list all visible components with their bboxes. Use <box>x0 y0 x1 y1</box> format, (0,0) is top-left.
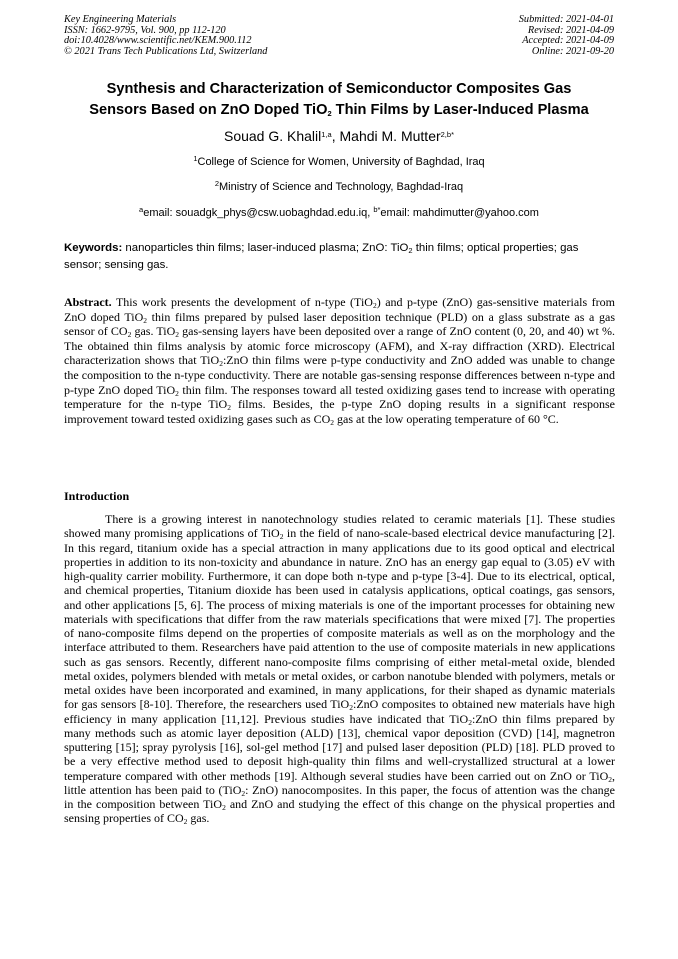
keywords-text: nanoparticles thin films; laser-induced plasma; ZnO: TiO <box>122 242 409 254</box>
intro-text: gas. <box>187 811 210 826</box>
chem-subscript: 2 <box>330 417 335 427</box>
chem-subscript: 2 <box>279 532 284 542</box>
abstract-text: This work presents the development of n-type (TiO <box>111 295 373 309</box>
abstract-text: gas-sensing layers have been deposited over a range of ZnO content (0, 20, and 40) wt %. The obtained thin films analysis by atomic force microscopy (AFM), and X-ray diffraction (XRD). Electrical characterization shows that TiO <box>64 324 615 368</box>
author-separator: , <box>331 128 340 144</box>
chem-subscript: 2 <box>608 774 612 784</box>
keywords-subscript: 2 <box>408 246 413 255</box>
date-submitted: Submitted: 2021-04-01 <box>518 14 614 25</box>
abstract-text: thin film. The responses toward all tested oxidizing gases tend to increase with operating temperature for the n-type TiO <box>64 382 615 412</box>
chem-subscript: 2 <box>219 359 223 369</box>
affiliation-superscript: 2 <box>214 179 219 188</box>
journal-copyright: © 2021 Trans Tech Publications Ltd, Switzerland <box>64 45 268 57</box>
chem-subscript: 2 <box>222 803 226 812</box>
introduction-paragraph <box>64 512 615 826</box>
intro-text: There is a growing interest in nanotechnology studies related to ceramic materials [1]. These studies showed many promising applications of TiO <box>64 512 615 541</box>
chem-subscript: 2 <box>175 388 179 398</box>
author-superscript: 2,b* <box>440 130 454 139</box>
author-name: Souad G. Khalil <box>223 128 322 144</box>
chem-subscript: 2 <box>227 403 231 413</box>
abstract-text: :ZnO thin films were p-type conductivity and ZnO added was unable to change the composition to the n-type conductivity. There are notable gas-sensing response differences between n-type and p-type ZnO doped TiO <box>64 353 615 397</box>
chem-subscript: 2 <box>183 817 188 827</box>
affiliation-1 <box>40 155 638 169</box>
keywords-label: Keywords: <box>64 242 123 254</box>
abstract-text: gas at the low operating temperature of 60 °C. <box>334 411 559 426</box>
affiliation-superscript: 1 <box>193 154 198 163</box>
keywords-text: thin films; optical properties; gas sensor; sensing gas. <box>64 242 579 271</box>
author-emails <box>40 206 638 220</box>
chem-subscript: 2 <box>127 330 132 340</box>
email-text: email: souadgk_phys@csw.uobaghdad.edu.iq, <box>143 207 374 219</box>
intro-text: :ZnO composites to obtained new materials have high efficiency in many application [11,12]. Previous studies have indicated that TiO <box>64 697 616 726</box>
keywords-section <box>64 240 615 274</box>
title-text: Sensors Based on ZnO Doped TiO <box>89 102 328 118</box>
chem-subscript: 2 <box>468 717 472 727</box>
author-superscript: 1,a <box>321 130 332 139</box>
chem-subscript: 2 <box>143 315 148 325</box>
journal-doi: doi:10.4028/www.scientific.net/KEM.900.112 <box>64 35 252 47</box>
author-list <box>40 127 638 145</box>
intro-text: in the field of nano-scale-based electrical device manufacturing [2]. In this regard, titanium oxide has a special attraction in many applications due to its good optical and electrical properties in addition to its non-toxicity and abundance in nature. ZnO has an energy gap equal to (3.05) eV with high-quality carrier mobility. Furthermore, it can dope both n-type and p-type [3-4]. Due to its electrical, optical, and chemical properties, Titanium dioxide has been used in catalysis applications, optical coatings, gas sensors, and other applications [5, 6]. The process of mixing materials is one of the important processes for obtaining new materials with specifications that differ from the raw materials specifications that were mixed [7]. The properties of nano-composite films depend on the properties of composite materials as well as on the morphology and the interface attributed to them. Researchers have paid attention to the use of composite materials in new applications such as gas sensors. Recently, different nano-composite films comprising of either metal-metal oxide, blended metal oxides, polymers blended with metals or metal oxides, or carbon nanotube blended with polymers, metals or metal oxides have been incorporated and examined, in many applications, for their shaped as dynamic materials for gas sensors [8-10]. Therefore, the researchers used TiO <box>64 526 615 712</box>
affiliation-text: College of Science for Women, University of Baghdad, Iraq <box>197 156 485 168</box>
abstract-text: films. Besides, the p-type ZnO doping results in a significant response improvement toward tested oxidizing gases such as CO <box>64 397 615 426</box>
abstract-text: thin films prepared by pulsed laser deposition technique (PLD) on a glass substrate as a gas sensor of CO <box>64 309 615 339</box>
section-heading-introduction: Introduction <box>64 489 130 503</box>
email-text: email: mahdimutter@yahoo.com <box>380 207 539 219</box>
title-line-1: Synthesis and Characterization of Semiconductor Composites Gas <box>106 81 572 97</box>
chem-subscript: 2 <box>241 788 246 798</box>
abstract-label: Abstract. <box>64 295 112 309</box>
affiliation-text: Ministry of Science and Technology, Baghdad-Iraq <box>218 181 464 193</box>
date-online: Online: 2021-09-20 <box>531 45 614 57</box>
chem-subscript: 2 <box>349 703 353 713</box>
title-subscript: 2 <box>327 109 332 118</box>
journal-header-left <box>64 15 267 57</box>
email-superscript: a <box>139 205 144 214</box>
chem-subscript: 2 <box>372 301 377 310</box>
title-text: Thin Films by Laser-Induced Plasma <box>331 102 589 118</box>
intro-text: : ZnO) nanocomposites. In this paper, the focus of attention was the change in the composition between TiO <box>64 782 615 811</box>
journal-issn: ISSN: 1662-9795, Vol. 900, pp 112-120 <box>64 24 226 36</box>
chem-subscript: 2 <box>175 330 180 340</box>
title-line-2 <box>40 100 638 121</box>
email-superscript: b* <box>373 205 381 214</box>
author-name: Mahdi M. Mutter <box>339 128 441 144</box>
journal-header-right <box>519 15 614 57</box>
intro-text: , little attention has been paid to (TiO <box>64 768 615 797</box>
intro-text: :ZnO thin films prepared by many methods such as atomic layer deposition (ALD) [13], chemical vapor deposition (CVD) [14], magnetron sputtering [15]; spray pyrolysis [16], sol-gel method [17] and pulsed laser deposition (PLD) [18]. PLD proved to be a very effective method used to deposit high-quality thin films and well-crystallized structural at a lower temperature compared with other methods [19]. Although several studies have been carried out on ZnO or TiO <box>64 711 615 783</box>
abstract-text: gas. TiO <box>131 324 176 339</box>
journal-name: Key Engineering Materials <box>64 14 177 25</box>
intro-text: and ZnO and studying the effect of this change on the physical properties and sensing properties of CO <box>64 797 616 826</box>
abstract-section <box>64 295 615 426</box>
date-revised: Revised: 2021-04-09 <box>527 24 614 36</box>
paper-title <box>40 79 638 121</box>
affiliation-2 <box>40 180 638 194</box>
date-accepted: Accepted: 2021-04-09 <box>522 35 614 47</box>
abstract-text: ) and p-type (ZnO) gas-sensitive materials from ZnO doped TiO <box>64 295 615 324</box>
